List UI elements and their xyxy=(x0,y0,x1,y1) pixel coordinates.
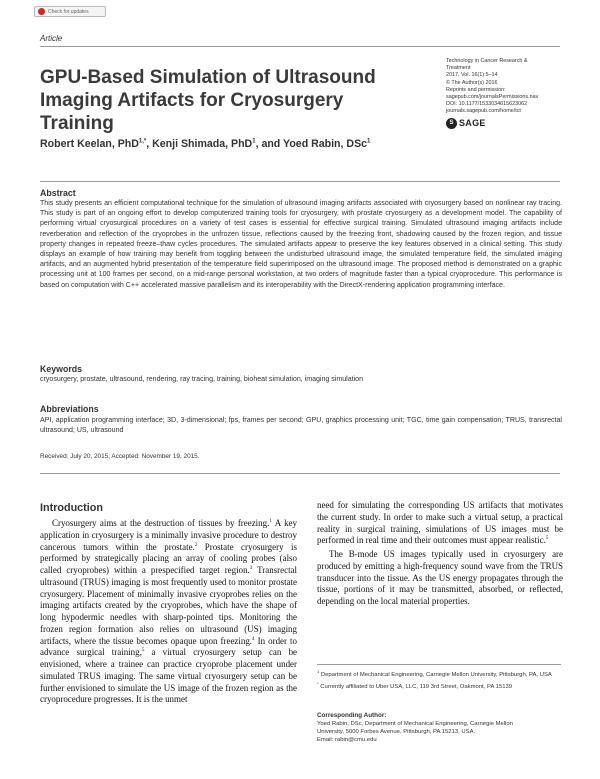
article-type-label: Article xyxy=(40,34,63,43)
keywords-heading: Keywords xyxy=(40,364,83,374)
author-separator: , and xyxy=(255,138,284,150)
intro-text: need for simulating the corresponding US artifacts that motivates the current study. In order to make such a virtual setup, a practical reality in surgical training, simulations of US images must be performed in real time and their outcomes must appear realistic. xyxy=(317,500,563,546)
intro-text: a virtual cryosurgery setup can be envisioned, where a trainee can practice cryoprobe placement under simulated TRUS imaging. The same virtual cryosurgery setup can be further envisioned to simulate the US image of the frozen region as the cryoprocedure progresses. It is the unmet xyxy=(40,647,297,705)
corresponding-line-1: Yoed Rabin, DSc, Department of Mechanical Engineering, Carnegie Mellon xyxy=(317,721,513,727)
introduction-heading: Introduction xyxy=(40,502,103,514)
reprints-link[interactable]: sagepub.com/journalsPermissions.nav xyxy=(446,94,539,101)
abstract-heading: Abstract xyxy=(40,188,76,198)
journal-url[interactable]: journals.sagepub.com/home/tct xyxy=(446,108,521,115)
intro-text: A key application in cryosurgery is a minimally invasive procedure to destroy cancerous tumors within the prostate. xyxy=(40,518,297,552)
author-list xyxy=(40,138,370,150)
journal-name-line-2: Treatment xyxy=(446,65,471,72)
header-divider xyxy=(40,46,560,47)
abbreviations-text: API, application programming interface; 3D, 3-dimensional; fps, frames per second; GPU, graphics processing unit; TGC, time gain compensation; TRUS, transrectal ultrasound; US, ultrasound xyxy=(40,417,562,435)
abstract-divider xyxy=(40,181,560,182)
title-line-1: GPU-Based Simulation of Ultrasound xyxy=(40,67,376,88)
reference-marker[interactable]: 3 xyxy=(249,566,253,572)
author-2-affiliation: 1 xyxy=(252,138,256,145)
intro-text: Prostate cryosurgery is performed by strategically placing an array of cooling probes (also called cryoprobes) within a prespecified target region. xyxy=(40,541,298,575)
crossmark-icon xyxy=(38,8,45,15)
reference-marker[interactable]: 5 xyxy=(141,648,145,654)
author-1: Robert Keelan, PhD xyxy=(40,138,139,150)
sage-logo xyxy=(446,118,566,129)
author-2: Kenji Shimada, PhD xyxy=(152,138,253,150)
affiliation-text: Department of Mechanical Engineering, Carnegie Mellon University, Pittsburgh, PA, USA xyxy=(319,671,552,678)
reference-marker[interactable]: 2 xyxy=(194,542,198,548)
doi[interactable]: DOI: 10.1177/1533034615623062 xyxy=(446,101,528,108)
reference-marker[interactable]: 5 xyxy=(545,536,549,542)
journal-info xyxy=(446,58,566,129)
abbreviations-heading: Abbreviations xyxy=(40,404,99,414)
reference-marker[interactable]: 1 xyxy=(269,519,272,525)
check-for-updates-badge[interactable] xyxy=(34,6,106,17)
journal-name-line-1: Technology in Cancer Research & xyxy=(446,58,528,64)
author-1-affiliation: 1,* xyxy=(138,138,147,145)
author-separator: , xyxy=(146,138,153,150)
affiliation-1 xyxy=(317,668,563,680)
intro-text: In order to advance surgical training, xyxy=(40,635,297,658)
copyright: © The Author(s) 2016 xyxy=(446,79,498,86)
introduction-column-2 xyxy=(317,500,563,608)
keywords-text: cryosurgery, prostate, ultrasound, rendering, ray tracing, training, bioheat simulation, imaging simulation xyxy=(40,376,364,383)
publisher-name: SAGE xyxy=(459,117,486,128)
paper-title xyxy=(40,66,415,135)
introduction-paragraph-3: The B-mode US images typically used in cryosurgery are produced by emitting a high-frequency sound wave from the TRUS transducer into the tissue. As the US energy propagates through the tissue, portions of it may be transmitted, absorbed, or reflected, depending on the local material properties. xyxy=(317,549,563,606)
affiliation-2 xyxy=(317,680,563,692)
corresponding-email[interactable]: Email: rabin@cmu.edu xyxy=(317,736,377,743)
affiliation-marker: * xyxy=(317,680,319,686)
footnote-divider xyxy=(317,664,561,665)
journal-volume: 2017, Vol. 16(1) 5–14 xyxy=(446,72,498,79)
received-dates: Received: July 20, 2015; Accepted: November 19, 2015. xyxy=(40,453,200,460)
affiliations xyxy=(317,668,563,691)
abstract-text: This study presents an efficient computational technique for the simulation of ultrasound imaging artifacts associated with cryosurgery based on nonlinear ray tracing. This study is part of an ongoing effort to develop computerized training tools for cryosurgery, with prostate cryosurgery as a development model. The capability of performing virtual cryosurgical procedures on a variety of test cases is essential for effective surgical training. Simulated ultrasound imaging artifacts include reverberation and reflection of the cryoprobes in the unfrozen tissue, reflections caused by the freezing front, shadowing caused by the frozen region, and tissue property changes in repeated freeze–thaw cycles procedures. The simulated artifacts appear to preserve the key features observed in a clinical setting. This study displays an example of how training may benefit from toggling between the undisturbed ultrasound image, the simulated temperature field, the simulated imaging artifacts, and an augmented hybrid presentation of the temperature field superimposed on the ultrasound image. The proposed method is demonstrated on a graphic processing unit at 100 frames per second, on a mid-range personal workstation, at two orders of magnitude faster than a typical cryoprocedure. This performance is based on computation with C++ accelerated massive parallelism and its interoperability with the DirectX-rendering application programming interface. xyxy=(40,200,562,289)
intro-text: Cryosurgery aims at the destruction of tissues by freezing. xyxy=(52,518,270,528)
corresponding-author xyxy=(317,721,563,744)
affiliation-text: Currently affiliated to Uber USA, LLC, 119 3rd Street, Oakmont, PA 15139 xyxy=(318,683,513,690)
corresponding-line-2: University, 5000 Forbes Avenue, Pittsburgh, PA 15213, USA. xyxy=(317,728,476,735)
sage-logo-icon: S xyxy=(446,118,457,129)
check-for-updates-label: Check for updates xyxy=(48,8,89,15)
introduction-paragraph-2 xyxy=(317,500,563,547)
affiliation-marker: 1 xyxy=(317,669,320,674)
title-line-2: Imaging Artifacts for Cryosurgery Training xyxy=(40,90,344,134)
body-divider xyxy=(40,473,560,474)
author-3: Yoed Rabin, DSc xyxy=(283,138,368,150)
intro-text: Transrectal ultrasound (TRUS) imaging is most frequently used to monitor prostate cryosurgery. Placement of minimally invasive cryoprobes relies on the imaging artifacts created by the cryoprobes, which have the shape of long hypodermic needles with sharp-pointed tips. Monitoring the frozen region formation also relies on ultrasound (US) imaging artifacts, where the tissue becomes opaque upon freezing. xyxy=(40,565,298,646)
introduction-paragraph-1 xyxy=(40,518,297,706)
reference-marker[interactable]: 4 xyxy=(252,636,255,642)
author-3-affiliation: 1 xyxy=(367,138,371,145)
reprints-label: Reprints and permission: xyxy=(446,86,506,93)
corresponding-author-heading: Corresponding Author: xyxy=(317,712,387,719)
